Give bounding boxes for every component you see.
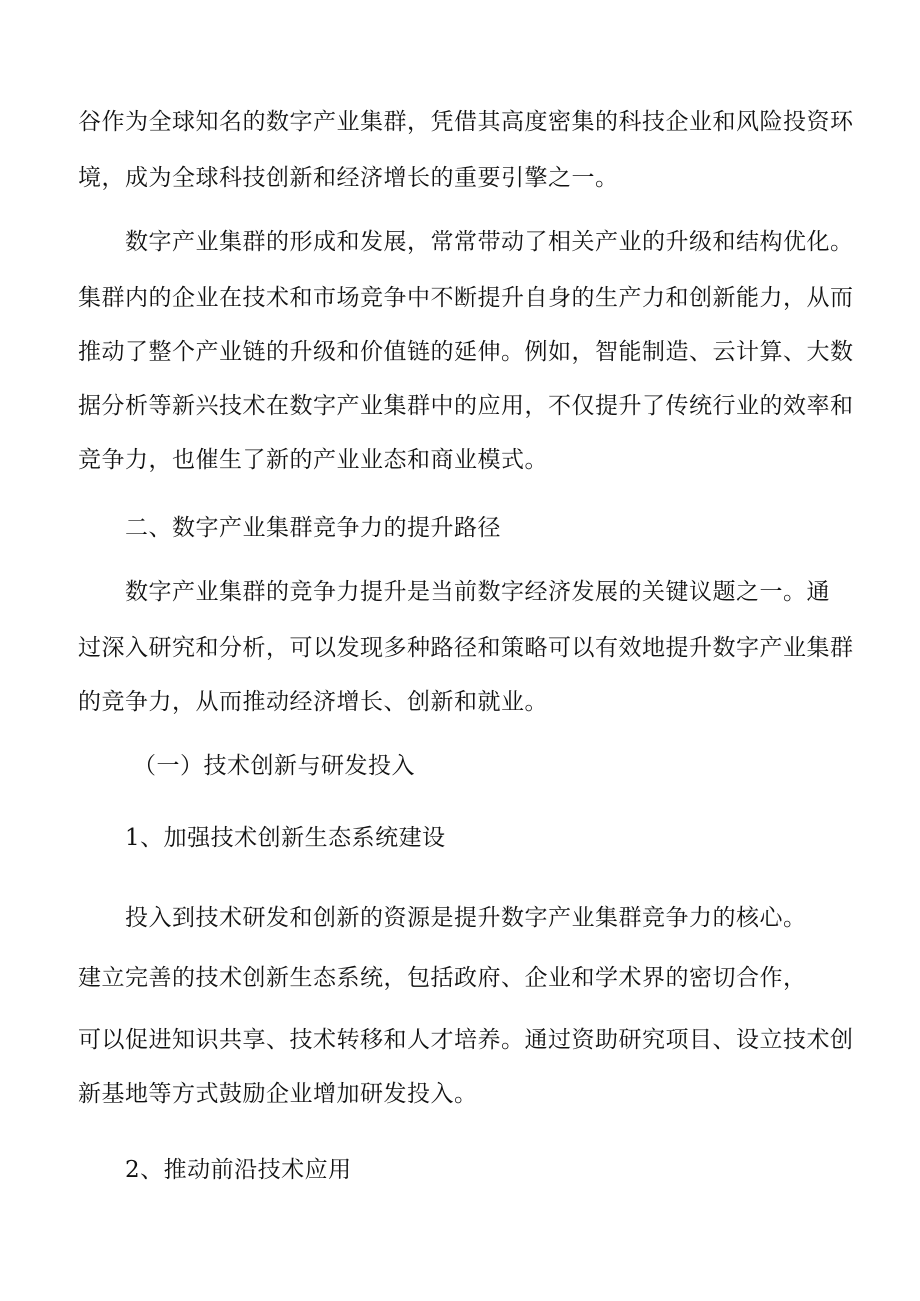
paragraph-2-line-1: 数字产业集群的形成和发展，常常带动了相关产业的升级和结构优化。 (125, 229, 854, 255)
paragraph-4-line-1: 投入到技术研发和创新的资源是提升数字产业集群竞争力的核心。 (125, 905, 807, 931)
paragraph-4-line-2: 建立完善的技术创新生态系统，包括政府、企业和学术界的密切合作， (78, 965, 807, 991)
item-heading-2: 2、推动前沿技术应用 (125, 1157, 352, 1183)
paragraph-2-line-5: 竞争力，也催生了新的产业业态和商业模式。 (78, 447, 548, 473)
paragraph-4-line-3: 可以促进知识共享、技术转移和人才培养。通过资助研究项目、设立技术创 (78, 1027, 854, 1053)
subheading-1: （一）技术创新与研发投入 (133, 753, 415, 779)
paragraph-2-line-3: 推动了整个产业链的升级和价值链的延伸。例如，智能制造、云计算、大数 (78, 339, 854, 365)
paragraph-3-line-3: 的竞争力，从而推动经济增长、创新和就业。 (78, 689, 548, 715)
paragraph-1-line-2: 境，成为全球科技创新和经济增长的重要引擎之一。 (78, 165, 619, 191)
item-heading-1: 1、加强技术创新生态系统建设 (125, 825, 446, 851)
paragraph-3-line-2: 过深入研究和分析，可以发现多种路径和策略可以有效地提升数字产业集群 (78, 635, 854, 661)
paragraph-3-line-1: 数字产业集群的竞争力提升是当前数字经济发展的关键议题之一。通 (125, 579, 830, 605)
paragraph-4-line-4: 新基地等方式鼓励企业增加研发投入。 (78, 1081, 478, 1107)
paragraph-1-line-1: 谷作为全球知名的数字产业集群，凭借其高度密集的科技企业和风险投资环 (78, 109, 854, 135)
section-heading-2: 二、数字产业集群竞争力的提升路径 (125, 515, 501, 541)
paragraph-2-line-2: 集群内的企业在技术和市场竞争中不断提升自身的生产力和创新能力，从而 (78, 285, 854, 311)
paragraph-2-line-4: 据分析等新兴技术在数字产业集群中的应用，不仅提升了传统行业的效率和 (78, 393, 854, 419)
